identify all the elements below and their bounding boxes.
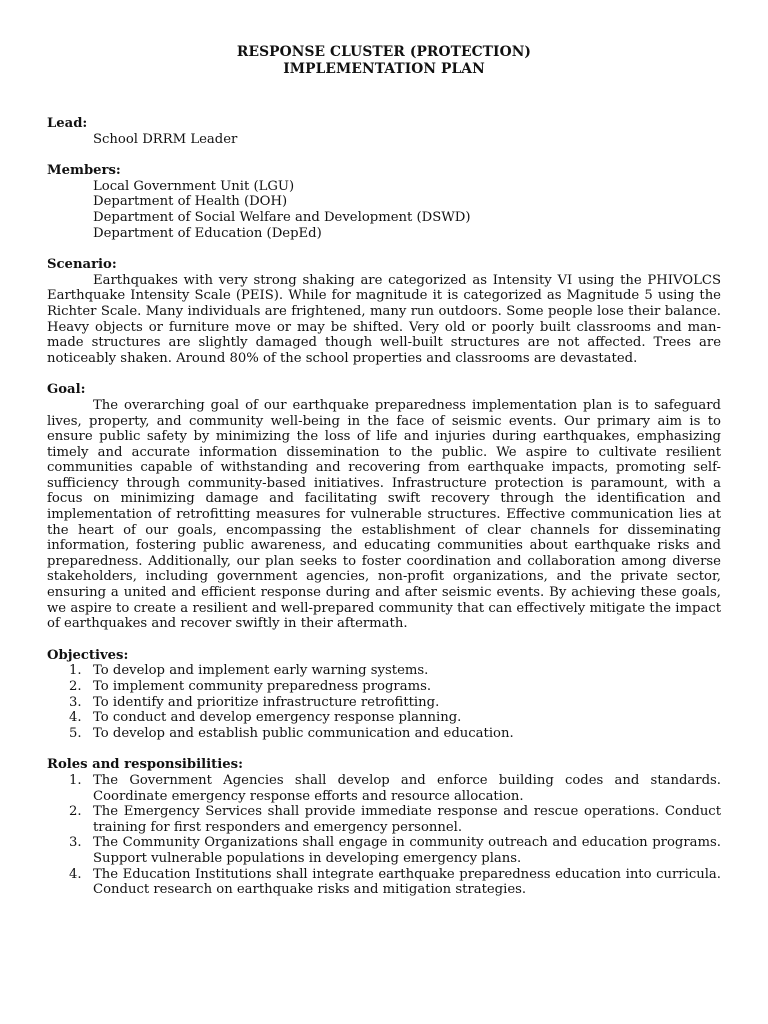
member-item: Department of Education (DepEd) bbox=[93, 225, 322, 241]
scenario-section bbox=[47, 257, 721, 366]
list-text: To conduct and develop emergency response planning. bbox=[93, 710, 462, 726]
list-text: The Government Agencies shall develop and enforce building codes and standards. Coordinate emergency response efforts and resource allocation. bbox=[93, 772, 721, 804]
lead-value: School DRRM Leader bbox=[93, 131, 238, 147]
goal-paragraph: The overarching goal of our earthquake preparedness implementation plan is to safeguard lives, property, and community well-being in the face of seismic events. Our primary aim is to ensure public safety by minimizing the loss of life and injuries during earthquakes, emphasizing timely and accurate information dissemination to the public. We aspire to cultivate resilient communities capable of withstanding and recovering from earthquake impacts, promoting self-sufficiency through community-based initiatives. Infrastructure protection is paramount, with a focus on minimizing damage and facilitating swift recovery through the identification and implementation of retrofitting measures for vulnerable structures. Effective communication lies at the heart of our goals, encompassing the establishment of clear channels for disseminating information, fostering public awareness, and educating communities about earthquake risks and preparedness. Additionally, our plan seeks to foster coordination and collaboration among diverse stakeholders, including government agencies, non-profit organizations, and the private sector, ensuring a united and efficient response during and after seismic events. By achieving these goals, we aspire to create a resilient and well-prepared community that can effectively mitigate the impact of earthquakes and recover swiftly in their aftermath. bbox=[47, 397, 721, 632]
lead-heading: Lead: bbox=[47, 116, 88, 131]
scenario-paragraph: Earthquakes with very strong shaking are categorized as Intensity VI using the PHIVOLCS Earthquake Intensity Scale (PEIS). While for magnitude it is categorized as Magnitude 5 using the Richter Scale. Many individuals are frightened, many run outdoors. Some people lose their balance. Heavy objects or furniture move or may be shifted. Very old or poorly built classrooms and man-made structures are slightly damaged though well-built structures are not affected. Trees are noticeably shaken. Around 80% of the school properties and classrooms are devastated. bbox=[47, 272, 721, 366]
title-line-1: RESPONSE CLUSTER (PROTECTION) bbox=[236, 44, 532, 60]
list-item bbox=[47, 867, 721, 898]
objectives-heading: Objectives: bbox=[47, 647, 129, 663]
list-number: 1. bbox=[69, 663, 82, 679]
list-item bbox=[47, 663, 721, 679]
list-number: 3. bbox=[69, 835, 82, 851]
list-text: To develop and implement early warning systems. bbox=[93, 663, 429, 679]
list-item bbox=[47, 726, 721, 742]
members-heading: Members: bbox=[47, 163, 121, 179]
title-line-2: IMPLEMENTATION PLAN bbox=[283, 61, 485, 77]
goal-heading: Goal: bbox=[47, 382, 86, 398]
list-item bbox=[47, 710, 721, 726]
lead-section bbox=[47, 116, 721, 147]
list-number: 4. bbox=[69, 710, 82, 726]
list-text: To identify and prioritize infrastructure retrofitting. bbox=[93, 694, 440, 710]
list-item bbox=[47, 804, 721, 835]
member-item: Local Government Unit (LGU) bbox=[93, 178, 295, 194]
list-item bbox=[47, 835, 721, 866]
roles-section bbox=[47, 757, 721, 897]
list-item bbox=[47, 679, 721, 695]
list-number: 2. bbox=[69, 804, 82, 820]
list-text: To implement community preparedness programs. bbox=[93, 679, 432, 694]
roles-heading: Roles and responsibilities: bbox=[47, 757, 243, 773]
list-item bbox=[47, 773, 721, 804]
objectives-section bbox=[47, 648, 721, 742]
list-text: To develop and establish public communication and education. bbox=[93, 725, 514, 741]
goal-section bbox=[47, 382, 721, 632]
objectives-list bbox=[47, 663, 721, 741]
roles-list bbox=[47, 773, 721, 898]
list-text: The Emergency Services shall provide immediate response and rescue operations. Conduct training for first responders and emergency personnel. bbox=[93, 804, 721, 835]
list-text: The Education Institutions shall integrate earthquake preparedness education into curricula. Conduct research on earthquake risks and mitigation strategies. bbox=[93, 866, 721, 898]
member-item: Department of Social Welfare and Development (DSWD) bbox=[93, 209, 471, 225]
list-text: The Community Organizations shall engage in community outreach and education programs. Support vulnerable populations in developing emergency plans. bbox=[93, 835, 721, 866]
member-item: Department of Health (DOH) bbox=[93, 194, 288, 210]
list-number: 4. bbox=[69, 866, 82, 882]
list-number: 1. bbox=[69, 772, 82, 788]
document-title bbox=[47, 44, 721, 78]
document-page bbox=[47, 44, 721, 898]
list-number: 3. bbox=[69, 694, 82, 710]
list-item bbox=[47, 695, 721, 711]
scenario-heading: Scenario: bbox=[47, 257, 117, 273]
list-number: 2. bbox=[69, 679, 82, 694]
list-number: 5. bbox=[69, 725, 82, 741]
members-section bbox=[47, 163, 721, 241]
